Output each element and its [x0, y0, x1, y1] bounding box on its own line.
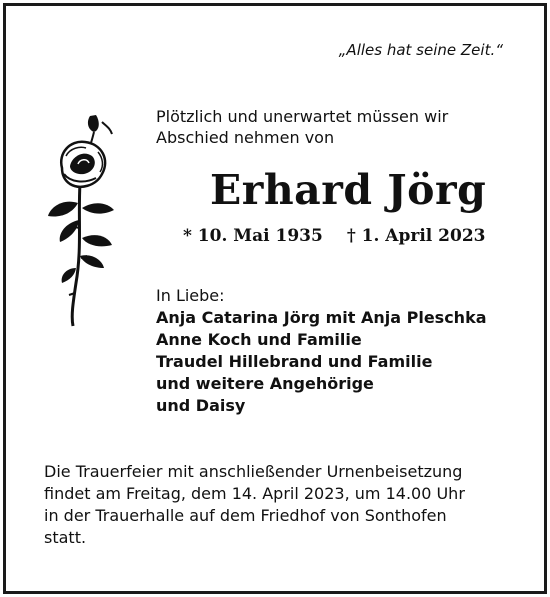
mourner-line: Traudel Hillebrand und Familie [156, 352, 433, 371]
service-info [44, 461, 465, 549]
death-date: † 1. April 2023 [346, 226, 486, 246]
intro-line-1: Plötzlich und unerwartet müssen wir [156, 107, 449, 126]
mourner-line: und Daisy [156, 396, 246, 415]
birth-date: * 10. Mai 1935 [183, 226, 323, 246]
rose-illustration [40, 108, 130, 328]
service-line: findet am Freitag, dem 14. April 2023, um 14.00 Uhr [44, 484, 465, 503]
quote: „Alles hat seine Zeit.“ [338, 41, 503, 59]
intro-line-2: Abschied nehmen von [156, 128, 335, 147]
service-line: Die Trauerfeier mit anschließender Urnenbeisetzung [44, 462, 463, 481]
deceased-name: Erhard Jörg [210, 166, 487, 214]
life-dates [183, 226, 485, 246]
mourner-line: und weitere Angehörige [156, 374, 374, 393]
mourners-list [156, 307, 487, 417]
intro-text [156, 106, 448, 148]
mourner-line: Anne Koch und Familie [156, 330, 362, 349]
service-line: statt. [44, 528, 87, 547]
service-line: in der Trauerhalle auf dem Friedhof von Sonthofen [44, 506, 447, 525]
mourner-line: Anja Catarina Jörg mit Anja Pleschka [156, 308, 487, 327]
mourners-lead: In Liebe: [156, 286, 225, 305]
